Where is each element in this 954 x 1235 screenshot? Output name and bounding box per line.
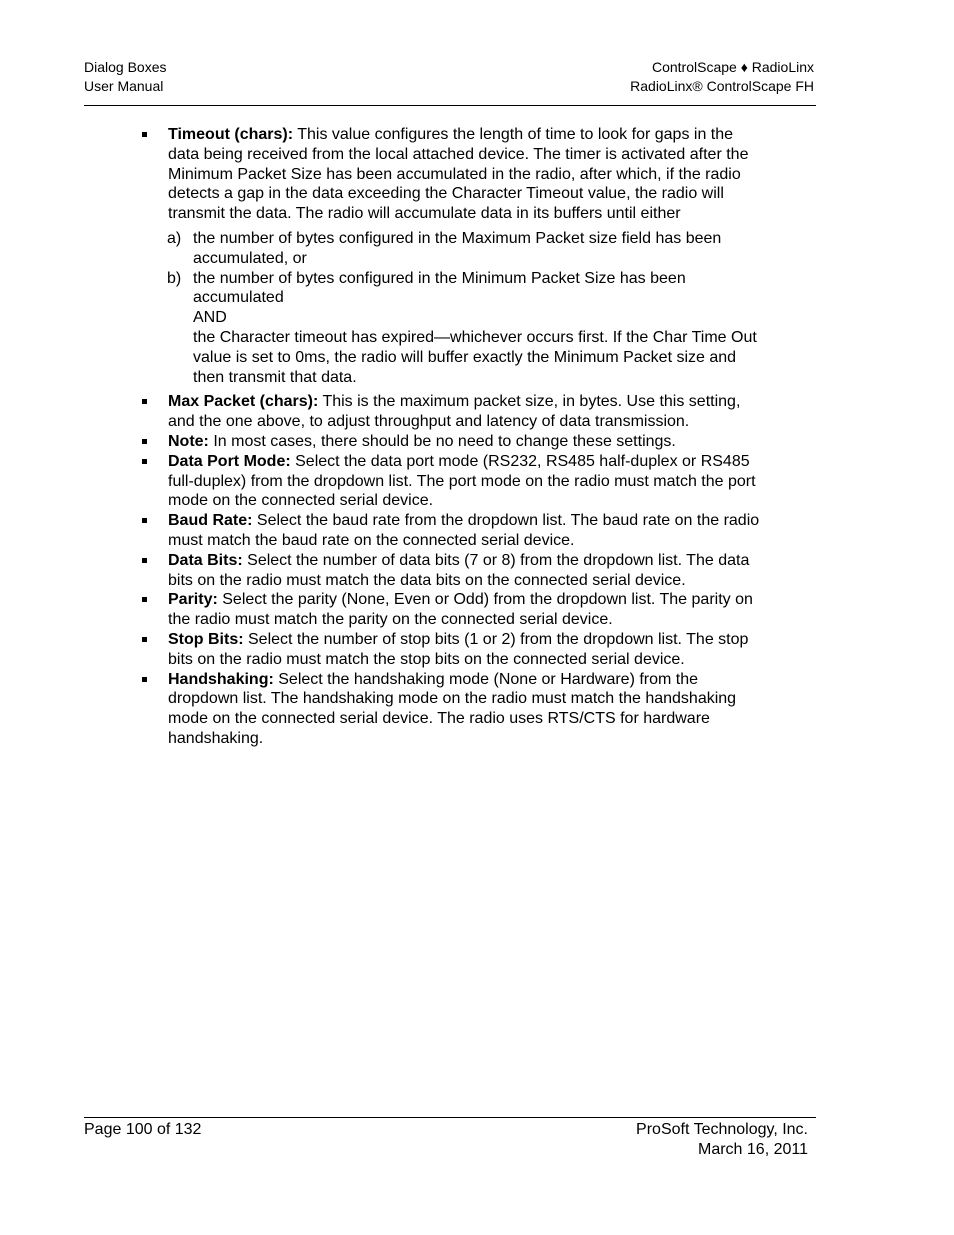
bullet-term: Timeout (chars): (168, 126, 294, 143)
page-header-right (630, 58, 814, 96)
square-bullet-icon (142, 637, 147, 642)
page-number: Page 100 of 132 (84, 1121, 202, 1138)
sub-item-label: b) (167, 269, 182, 287)
document-body (140, 125, 760, 749)
header-section-title: Dialog Boxes (84, 59, 167, 75)
sub-item-and: AND (193, 309, 227, 327)
bullet-item-note (140, 432, 760, 452)
bullet-item-parity (140, 590, 760, 630)
footer-date: March 16, 2011 (698, 1141, 808, 1158)
bullet-item-data-port-mode (140, 452, 760, 511)
square-bullet-icon (142, 459, 147, 464)
bullet-item-data-bits (140, 551, 760, 591)
square-bullet-icon (142, 677, 147, 682)
bullet-text: This value configures the length of time to look for gaps in the data being received from the local attached device. The timer is activated after the Minimum Packet Size has been accumulated in the radio, after which, if the radio detects a gap in the data exceeding the Character Timeout value, the radio will transmit the data. The radio will accumulate data in its buffers until either (168, 126, 749, 223)
sub-item-label: a) (167, 229, 182, 247)
square-bullet-icon (142, 399, 147, 404)
bullet-text: Select the baud rate from the dropdown list. The baud rate on the radio must match the baud rate on the connected serial device. (168, 512, 760, 549)
bullet-term: Parity: (168, 591, 218, 609)
sub-item-b (140, 269, 760, 388)
bullet-term: Data Port Mode: (168, 452, 291, 470)
bullet-item-max-packet (140, 392, 760, 432)
bullet-text: Select the number of data bits (7 or 8) from the dropdown list. The data bits on the radio must match the data bits on the connected serial device. (168, 551, 750, 589)
square-bullet-icon (142, 597, 147, 602)
sub-list (140, 229, 760, 387)
bullet-item-stop-bits (140, 630, 760, 670)
bullet-term: Data Bits: (168, 551, 243, 569)
header-product-name: RadioLinx® ControlScape FH (630, 78, 814, 94)
square-bullet-icon (142, 439, 147, 444)
bullet-term: Baud Rate: (168, 512, 253, 530)
sub-item-text: the number of bytes configured in the Maximum Packet size field has been accumulated, or (193, 229, 722, 267)
bullet-text: Select the parity (None, Even or Odd) from the dropdown list. The parity on the radio must match the parity on the connected serial device. (168, 591, 753, 629)
square-bullet-icon (142, 558, 147, 563)
bullet-term: Stop Bits: (168, 630, 244, 648)
page-footer-right (636, 1120, 808, 1160)
bullet-text: Select the data port mode (RS232, RS485 half-duplex or RS485 full-duplex) from the dropdown list. The port mode on the radio must match the port mode on the connected serial device. (168, 452, 756, 510)
bullet-text: Select the number of stop bits (1 or 2) from the dropdown list. The stop bits on the radio must match the stop bits on the connected serial device. (168, 630, 749, 668)
bullet-term: Handshaking: (168, 670, 274, 688)
header-divider (84, 105, 816, 106)
bullet-term: Max Packet (chars): (168, 393, 319, 411)
square-bullet-icon (142, 132, 147, 137)
footer-company: ProSoft Technology, Inc. (636, 1121, 808, 1138)
bullet-text: This is the maximum packet size, in bytes. Use this setting, and the one above, to adjust throughput and latency of data transmission. (168, 393, 741, 431)
header-product-line: ControlScape ♦ RadioLinx (651, 59, 814, 75)
bullet-item-baud-rate (140, 511, 760, 551)
sub-item-extra-text: the Character timeout has expired—whichever occurs first. If the Char Time Out value is set to 0ms, the radio will buffer exactly the Minimum Packet size and then transmit that data. (193, 328, 757, 386)
footer-divider (84, 1117, 816, 1118)
page-header-left (84, 58, 167, 96)
bullet-item-timeout (140, 125, 760, 224)
square-bullet-icon (142, 518, 147, 523)
header-doc-type: User Manual (84, 78, 164, 94)
bullet-text: In most cases, there should be no need to change these settings. (213, 432, 676, 450)
sub-item-a (140, 229, 760, 269)
bullet-item-handshaking (140, 670, 760, 749)
bullet-term: Note: (168, 432, 209, 450)
sub-item-text: the number of bytes configured in the Minimum Packet Size has been accumulated (193, 269, 686, 307)
bullet-text: Select the handshaking mode (None or Hardware) from the dropdown list. The handshaking mode on the radio must match the handshaking mode on the connected serial device. The radio uses RTS/CTS for hardware handshaking. (168, 670, 737, 747)
